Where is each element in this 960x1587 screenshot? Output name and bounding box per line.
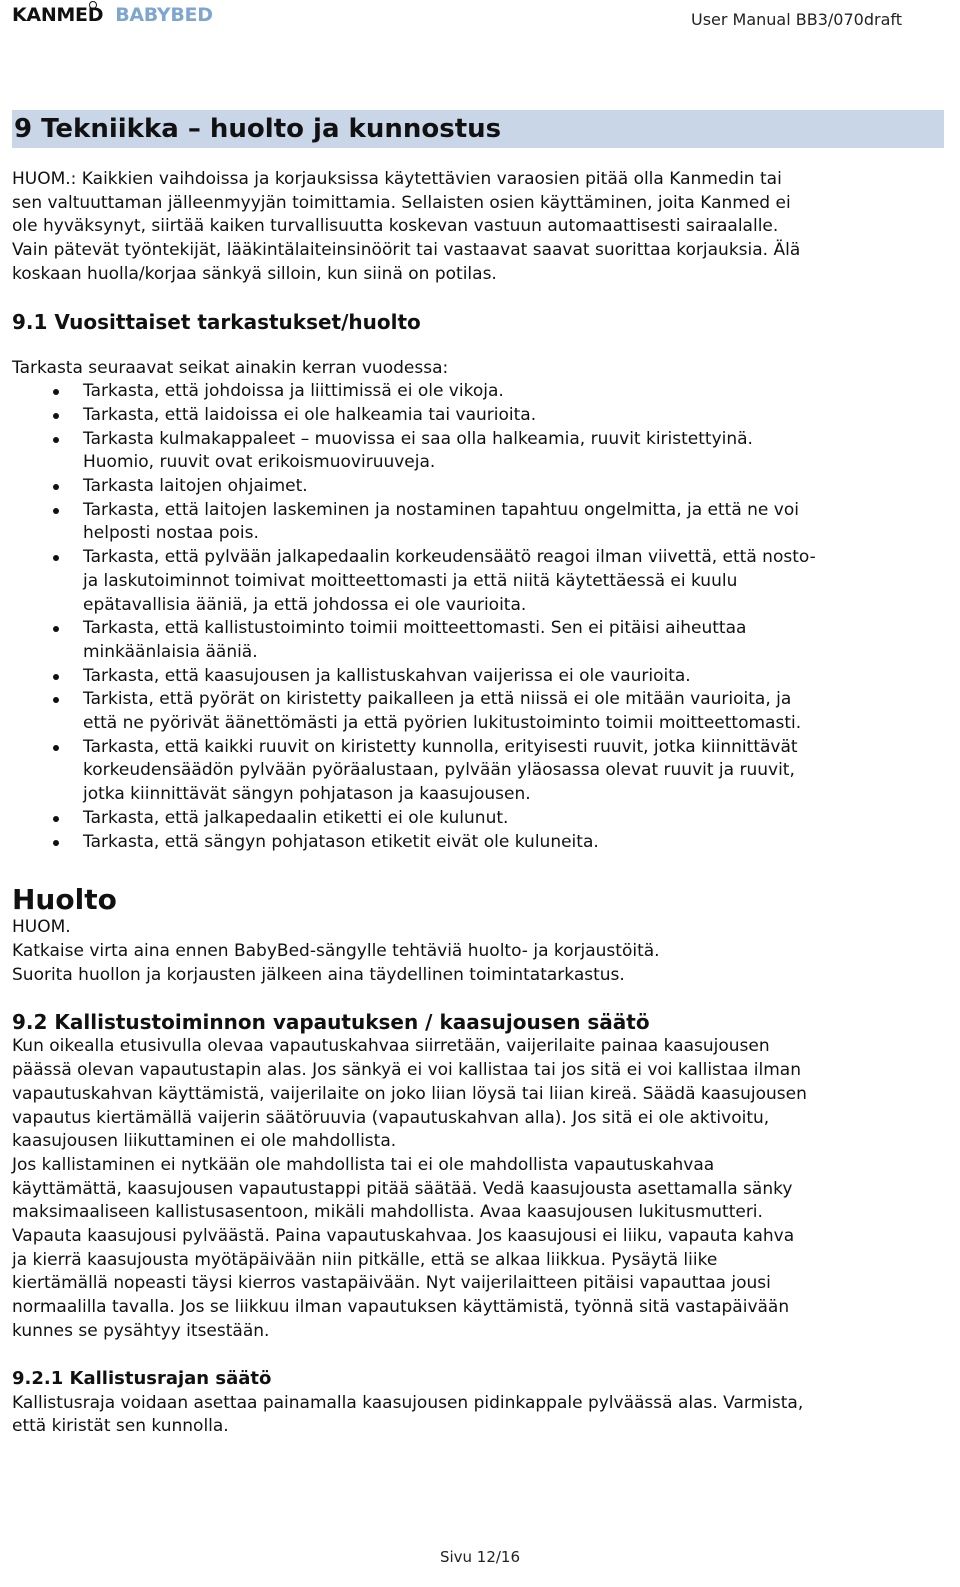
checklist-item: Tarkasta kulmakappaleet – muovissa ei saa olla halkeamia, ruuvit kiristettyinä. Huomio, ruuvit ovat erikoismuoviruuveja.	[12, 428, 944, 475]
huolto-line: HUOM.	[12, 917, 71, 938]
paragraph-line: päässä olevan vapautustapin alas. Jos sänkyä ei voi kallistaa tai jos sitä ei voi kallistaa ilman	[12, 1060, 801, 1081]
checklist-item: Tarkasta, että pylvään jalkapedaalin korkeudensäätö reagoi ilman viivettä, että nosto- ja laskutoiminnot toimivat moitteettomasti ja että niitä käytettäessä ei kuulu epätavallisia ääniä, ja että johdossa ei ole vaurioita.	[12, 546, 944, 617]
paragraph-line: että kiristät sen kunnolla.	[12, 1416, 229, 1437]
checklist-item: Tarkasta, että jalkapedaalin etiketti ei ole kulunut.	[12, 807, 944, 831]
paragraph-line: kiertämällä nopeasti täysi kierros vastapäivään. Nyt vaijerilaitteen pitäisi vapauttaa jousi	[12, 1273, 771, 1294]
checklist-item: Tarkasta, että kallistustoiminto toimii moitteettomasti. Sen ei pitäisi aiheuttaa minkäänlaisia ääniä.	[12, 617, 944, 664]
checklist	[12, 380, 944, 854]
paragraph-line: Kun oikealla etusivulla olevaa vapautuskahvaa siirretään, vaijerilaite painaa kaasujousen	[12, 1036, 770, 1057]
checklist-intro: Tarkasta seuraavat seikat ainakin kerran vuodessa:	[12, 357, 449, 378]
kanmed-logo	[12, 4, 213, 26]
huolto-paragraph	[12, 916, 944, 987]
page-content	[12, 110, 944, 1439]
paragraph-line: Vapauta kaasujousi pylväästä. Paina vapautuskahvaa. Jos kaasujousi ei liiku, vapauta kahva	[12, 1226, 795, 1247]
note-line: HUOM.: Kaikkien vaihdoissa ja korjauksissa käytettävien varaosien pitää olla Kanmedin tai	[12, 169, 782, 189]
page-number: Sivu 12/16	[439, 1548, 521, 1566]
note-line: Vain pätevät työntekijät, lääkintälaiteinsinöörit tai vastaavat saavat suorittaa korjauksia. Älä	[12, 240, 801, 261]
section-9-1-title: 9.1 Vuosittaiset tarkastukset/huolto	[12, 309, 421, 334]
paragraph-line: Jos kallistaminen ei nytkään ole mahdollista tai ei ole mahdollista vapautuskahvaa	[12, 1154, 715, 1175]
checklist-item: Tarkasta, että laidoissa ei ole halkeamia tai vaurioita.	[12, 404, 944, 428]
page-header	[0, 0, 960, 40]
paragraph-line: maksimaaliseen kallistusasentoon, mikäli mahdollista. Avaa kaasujousen lukitusmutteri.	[12, 1202, 763, 1223]
section-9-2-1-paragraph	[12, 1392, 944, 1439]
paragraph-line: ja kierrä kaasujousta myötäpäivään niin pitkälle, että se alkaa liikkua. Pysäytä liike	[12, 1249, 718, 1270]
huolto-line: Suorita huollon ja korjausten jälkeen aina täydellinen toimintatarkastus.	[12, 964, 625, 985]
logo-kanmed: KANMED	[12, 4, 104, 26]
document-id: User Manual BB3/070draft	[690, 10, 902, 29]
checklist-item: Tarkasta, että sängyn pohjatason etiketit eivät ole kuluneita.	[12, 831, 944, 855]
section-9-2-title: 9.2 Kallistustoiminnon vapautuksen / kaasujousen säätö	[12, 1010, 650, 1035]
logo-babybed: BABYBED	[115, 4, 213, 26]
section-9-2-paragraph	[12, 1035, 944, 1343]
checklist-item: Tarkasta, että kaikki ruuvit on kiristetty kunnolla, erityisesti ruuvit, jotka kiinnittävät korkeudensäädön pylvään pyöräalustaan, pylvään yläosassa olevat ruuvit ja ruuvit, jotka kiinnittävät sängyn pohjatason ja kaasujousen.	[12, 736, 944, 807]
checklist-item: Tarkista, että pyörät on kiristetty paikalleen ja että niissä ei ole mitään vaurioita, ja että ne pyörivät äänettömästi ja että pyörien lukitustoiminto toimii moitteettomasti.	[12, 688, 944, 735]
huolto-title: Huolto	[12, 883, 117, 917]
checklist-item: Tarkasta, että kaasujousen ja kallistuskahvan vaijerissa ei ole vaurioita.	[12, 665, 944, 689]
note-line: ole hyväksynyt, siirtää kaiken turvallisuutta koskevan vastuun automaattisesti sairaalalle.	[12, 216, 779, 237]
registered-icon	[89, 1, 97, 9]
note-paragraph	[12, 168, 944, 287]
paragraph-line: vapautus kiertämällä vaijerin säätöruuvia (vapautuskahvan alla). Jos sitä ei ole aktivoitu,	[12, 1107, 770, 1128]
section-9-title: 9 Tekniikka – huolto ja kunnostus	[12, 110, 944, 148]
paragraph-line: normaalilla tavalla. Jos se liikkuu ilman vapautuksen käyttämistä, työnnä sitä vastapäivään	[12, 1297, 790, 1318]
checklist-item: Tarkasta, että laitojen laskeminen ja nostaminen tapahtuu ongelmitta, ja että ne voi helposti nostaa pois.	[12, 499, 944, 546]
paragraph-line: kunnes se pysähtyy itsestään.	[12, 1320, 270, 1341]
huolto-line: Katkaise virta aina ennen BabyBed-sängylle tehtäviä huolto- ja korjaustöitä.	[12, 940, 660, 961]
note-line: sen valtuuttaman jälleenmyyjän toimittamia. Sellaisten osien käyttäminen, joita Kanmed ei	[12, 192, 791, 213]
checklist-item: Tarkasta laitojen ohjaimet.	[12, 475, 944, 499]
paragraph-line: kaasujousen liikuttaminen ei ole mahdollista.	[12, 1131, 397, 1152]
paragraph-line: käyttämättä, kaasujousen vapautustappi pitää säätää. Vedä kaasujousta asettamalla sänky	[12, 1178, 793, 1199]
checklist-item: Tarkasta, että johdoissa ja liittimissä ei ole vikoja.	[12, 380, 944, 404]
section-9-2-1-title: 9.2.1 Kallistusrajan säätö	[12, 1367, 272, 1389]
note-line: koskaan huolla/korjaa sänkyä silloin, kun siinä on potilas.	[12, 263, 497, 284]
paragraph-line: vapautuskahvan käyttämistä, vaijerilaite on joko liian löysä tai liian kireä. Säädä kaasujousen	[12, 1083, 807, 1104]
paragraph-line: Kallistusraja voidaan asettaa painamalla kaasujousen pidinkappale pylväässä alas. Varmista,	[12, 1392, 804, 1413]
